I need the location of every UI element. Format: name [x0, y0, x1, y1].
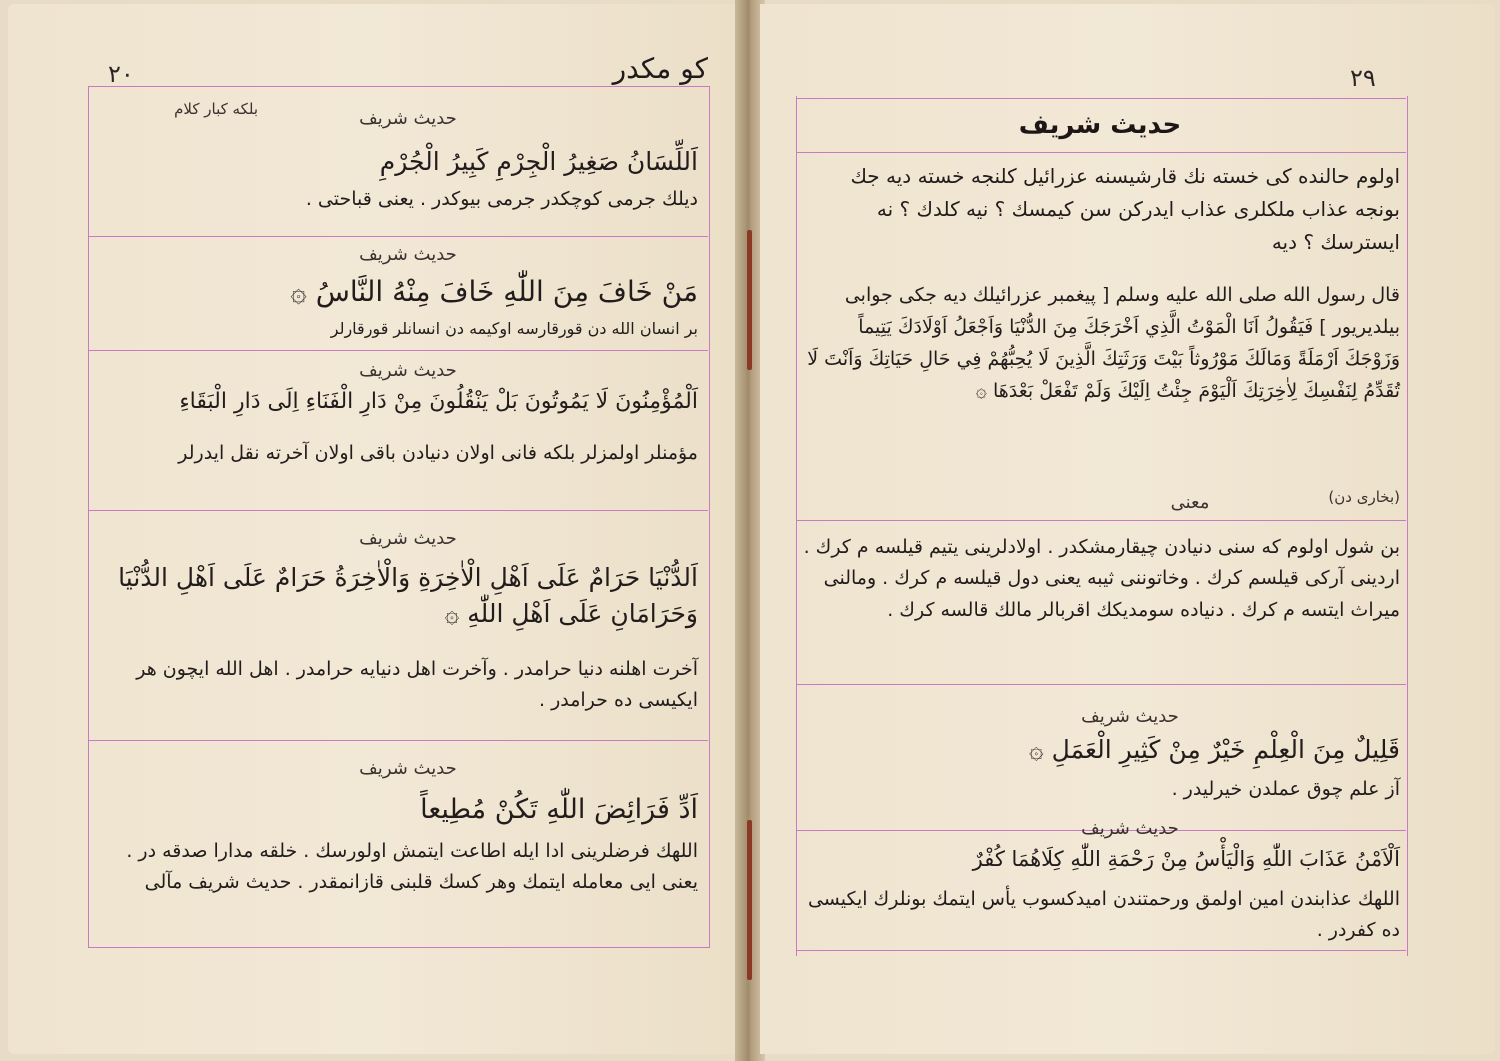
hadith-arabic: قَلِيلٌ مِنَ الْعِلْمِ خَيْرٌ مِنْ كَثِيرِ الْعَمَلِ ۞	[1029, 735, 1400, 764]
divider-line	[796, 520, 1406, 521]
left-page	[8, 4, 740, 1054]
hadith-translation: مؤمنلر اولمزلر بلكه فانى اولان دنيادن باقى اولان آخرته نقل ايدرلر	[178, 442, 698, 464]
divider-line	[88, 510, 708, 511]
binding-thread	[747, 230, 752, 370]
hadith-arabic: قال رسول الله صلى الله عليه وسلم [ پيغمبر عزرائيلك ديه جكى جوابى بيلديريور ] فَيَقُولُ اَنَا الْمَوْتُ الَّذِي اَخْرَجَكَ مِنَ الدُّنْيَا وَاَجْعَلُ اَوْلَادَكَ يَتِيماً وَزَوْجَكَ اَرْمَلَةً وَمَالَكَ مَوْرُوثاً بَيْتَ وَرَثَتِكَ الَّذِينَ لَا يُحِبُّهُمْ فِي حَالِ حَيَاتِكَ وَاَنْتَ لَا تُقَدِّمُ لِنَفْسِكَ لِاٰخِرَتِكَ اَلْيَوْمَ جِئْتُ اِلَيْكَ وَلَمْ تَفْعَلْ بَعْدَهَا ۞	[807, 284, 1400, 402]
divider-line	[796, 950, 1406, 951]
meaning-label: معنى	[1170, 492, 1210, 513]
binding-thread	[747, 820, 752, 980]
hadith-translation: اللهك فرضلرينى ادا ايله اطاعت ايتمش اولورسك . خلقه مدارا صدقه در . يعنى ايى معامله ايتمك وهر كسك قلبنى قازانمقدر . حديث شريف مآلى	[126, 840, 698, 894]
divider-line	[88, 740, 708, 741]
page-number-right: ٢٩	[1350, 64, 1376, 92]
section-heading: حديث شريف	[359, 360, 457, 381]
section-heading: حديث شريف	[1081, 706, 1179, 727]
hadith-translation: بر انسان الله دن قورقارسه اوكيمه دن انسانلر قورقارلر	[330, 319, 698, 338]
section-heading: حديث شريف	[359, 758, 457, 779]
intro-text: اولوم حالنده كى خسته نك قارشيسنه عزرائيل كلنجه خسته ديه جك بونجه عذاب ملكلرى عذاب ايدركن سن كيمسك ؟ نيه كلدك ؟ نه ايسترسك ؟ ديه	[850, 164, 1400, 254]
divider-line	[796, 152, 1406, 153]
marginal-note: بلكه كبار كلام	[174, 100, 258, 118]
page-title: حديث شريف	[1018, 110, 1182, 140]
divider-line	[796, 98, 1406, 99]
source-citation: (بخارى دن)	[1328, 488, 1400, 506]
section-heading: حديث شريف	[359, 108, 457, 129]
hadith-translation: اللهك عذابندن امين اولمق ورحمتندن اميدكسوب يأس ايتمك بونلرك ايكيسى ده كفردر .	[807, 888, 1400, 942]
running-header: كو مكدر	[612, 52, 708, 85]
section-heading: حديث شريف	[359, 244, 457, 265]
hadith-translation: آز علم چوق عملدن خيرليدر .	[1171, 778, 1400, 800]
hadith-arabic: اَلدُّنْيَا حَرَامٌ عَلَى اَهْلِ الْاٰخِرَةِ وَالْاٰخِرَةُ حَرَامٌ عَلَى اَهْلِ الدُّنْيَا وَحَرَامَانِ عَلَى اَهْلِ اللّٰهِ ۞	[118, 563, 698, 629]
right-page	[760, 4, 1495, 1054]
meaning-text: بن شول اولوم كه سنى دنيادن چيقارمشكدر . اولادلرينى يتيم قيلسه م كرك . اردينى آركى قيلسم كرك . وخاتوننى ثيبه يعنى دول قيلسه م كرك . ومالنى ميراث ايتسه م كرك . دنياده سومديكك اقربالر مالك قالسه كرك .	[803, 536, 1400, 621]
section-heading: حديث شريف	[1081, 818, 1179, 839]
hadith-arabic: اَلْاَمْنُ عَذَابَ اللّٰهِ وَالْيَأْسُ مِنْ رَحْمَةِ اللّٰهِ كِلَاهُمَا كُفْرٌ	[972, 847, 1400, 871]
divider-line	[88, 350, 708, 351]
divider-line	[796, 684, 1406, 685]
hadith-translation: ديلك جرمى كوچكدر جرمى بيوكدر . يعنى قباحتى .	[305, 188, 698, 210]
hadith-arabic: مَنْ خَافَ مِنَ اللّٰهِ خَافَ مِنْهُ النَّاسُ ۞	[290, 275, 698, 308]
divider-line	[88, 236, 708, 237]
page-number-left: ٢٠	[108, 60, 134, 88]
hadith-arabic: اَلْمُؤْمِنُونَ لَا يَمُوتُونَ بَلْ يَنْقُلُونَ مِنْ دَارِ الْفَنَاءِ اِلَى دَارِ الْبَقَاءِ	[179, 389, 698, 414]
hadith-translation: آخرت اهلنه دنيا حرامدر . وآخرت اهل دنيايه حرامدر . اهل الله ايچون هر ايكيسى ده حرامدر .	[136, 658, 698, 712]
hadith-arabic: اَللِّسَانُ صَغِيرُ الْجِرْمِ كَبِيرُ الْجُرْمِ	[379, 147, 698, 176]
hadith-arabic: اَدِّ فَرَائِضَ اللّٰهِ تَكُنْ مُطِيعاً	[420, 794, 698, 825]
section-heading: حديث شريف	[359, 528, 457, 549]
